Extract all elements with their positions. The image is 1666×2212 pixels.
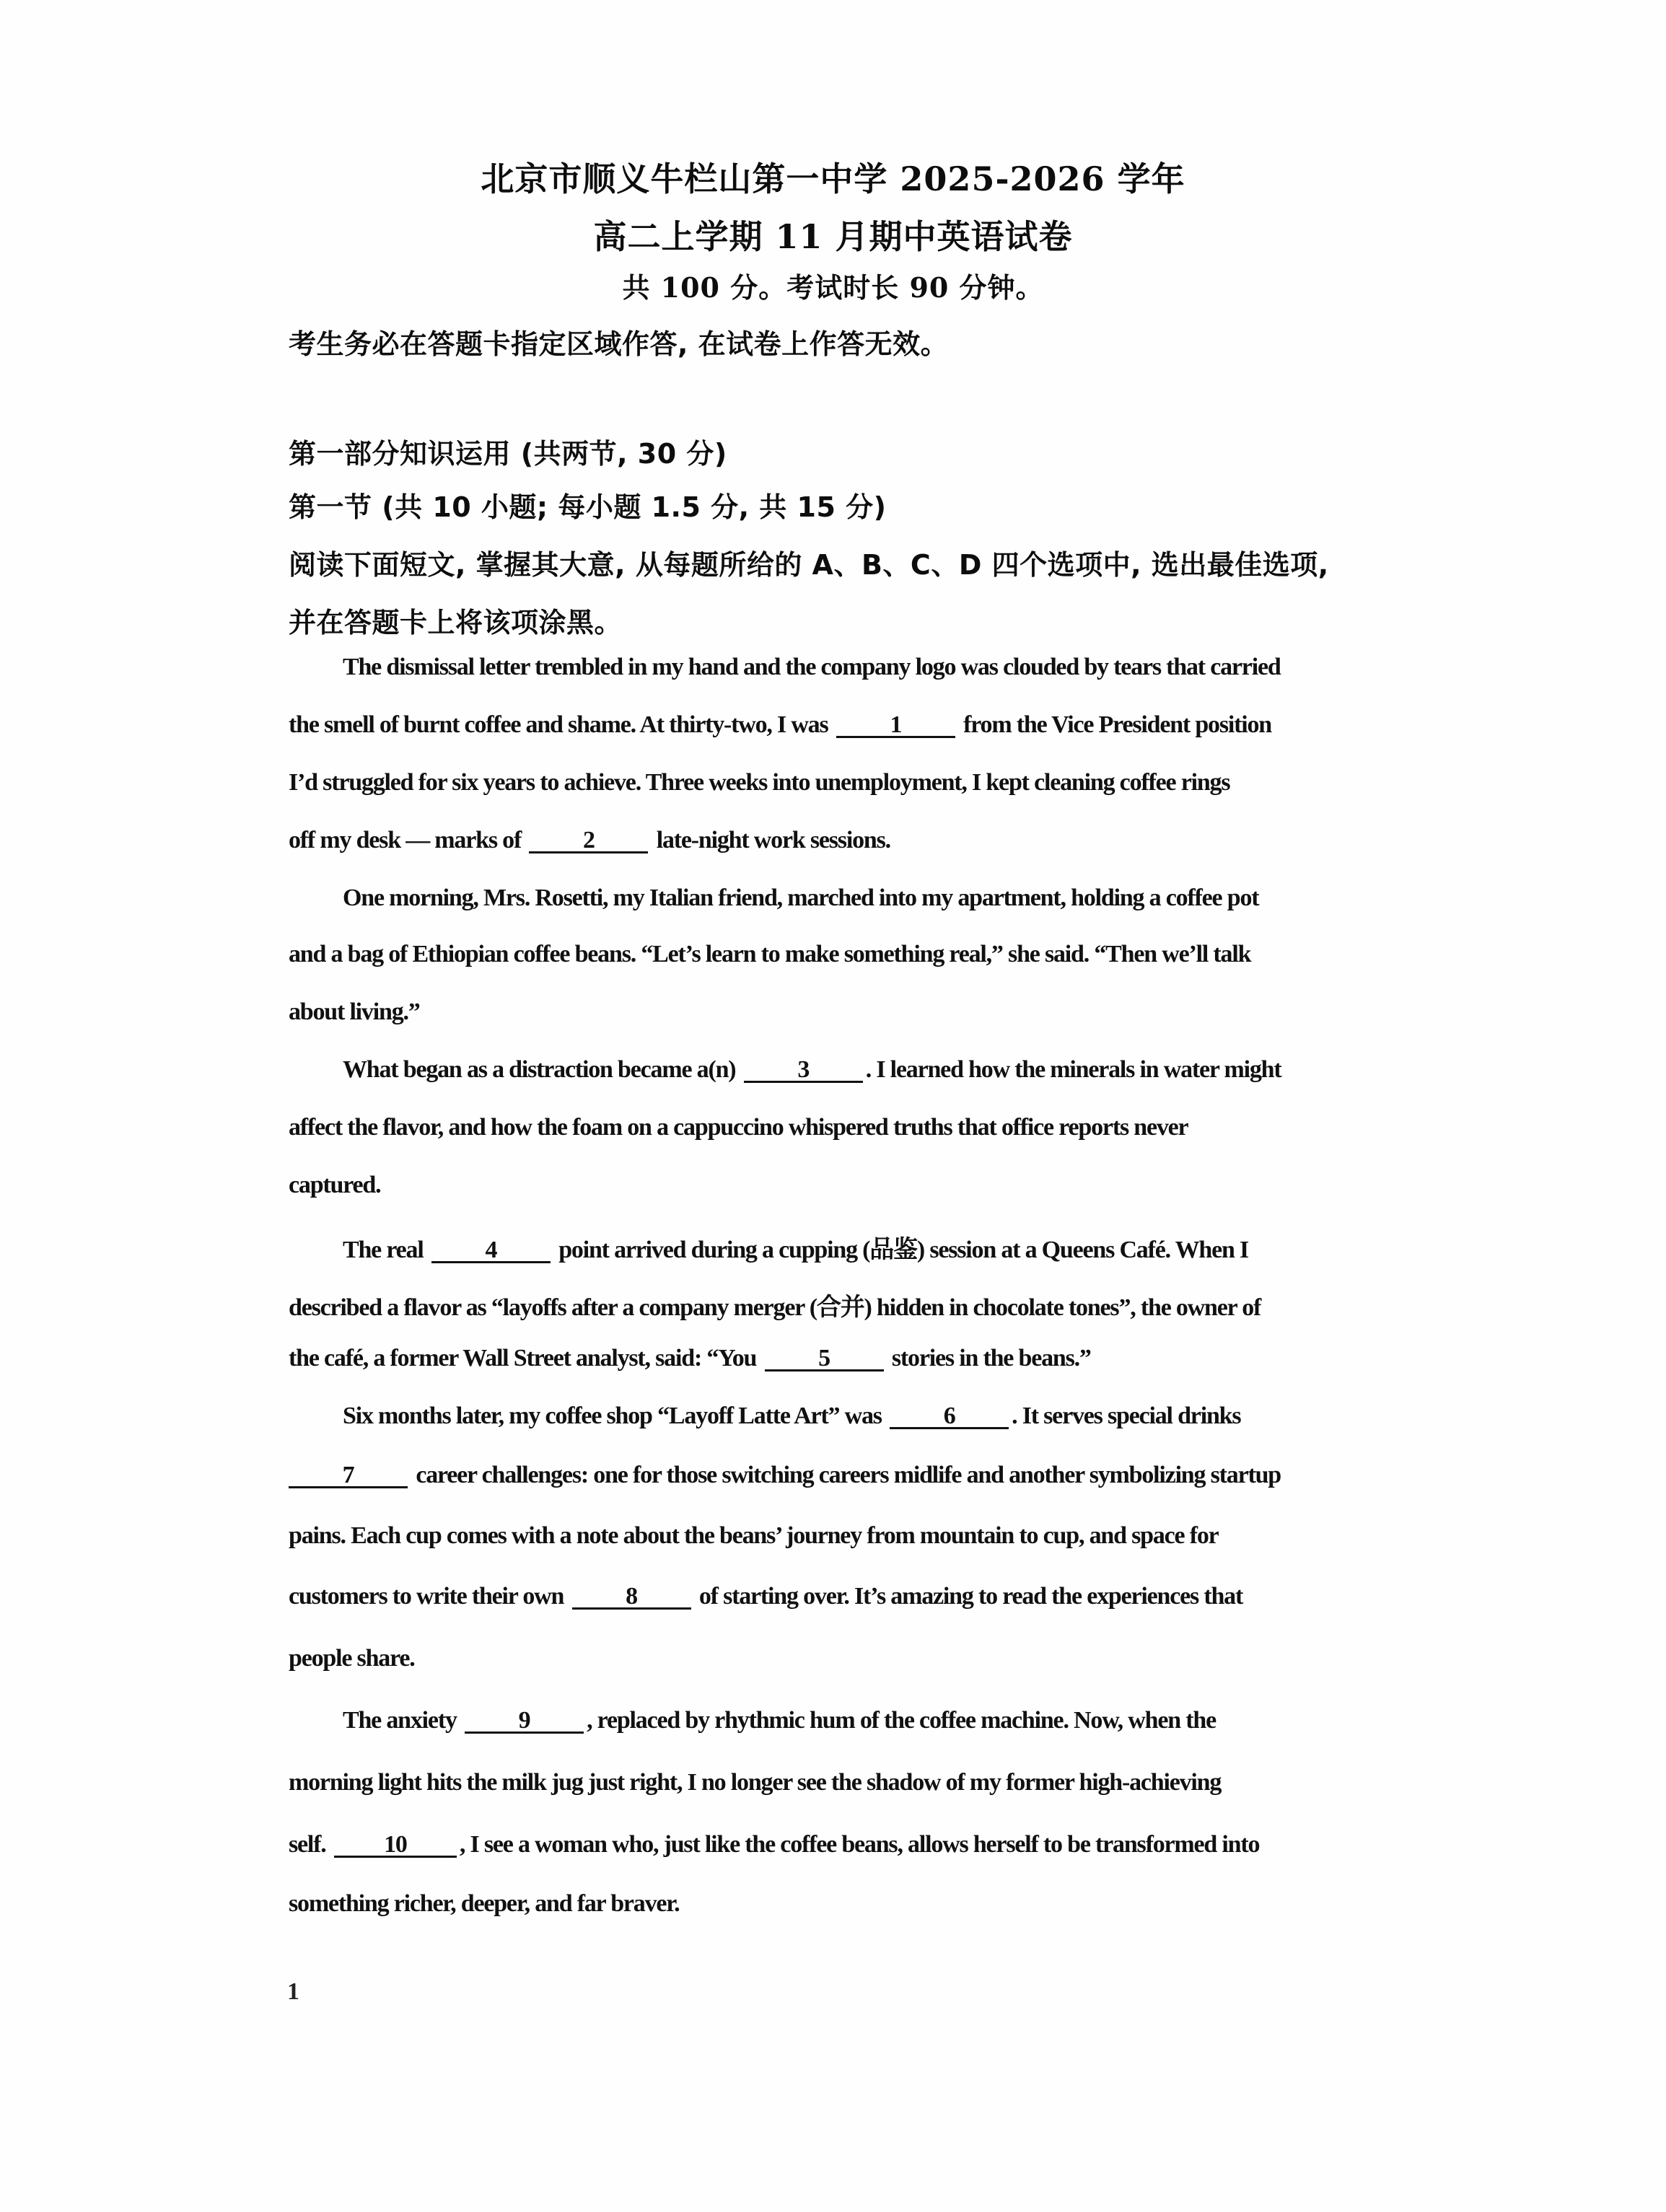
line-text: the smell of burnt coffee and shame. At thirty-two, I was bbox=[289, 711, 828, 738]
line-text: , replaced by rhythmic hum of the coffee machine. Now, when the bbox=[587, 1707, 1216, 1734]
passage-line bbox=[289, 1890, 679, 1918]
line-text: morning light hits the milk jug just right, I no longer see the shadow of my former high-achieving bbox=[289, 1769, 1222, 1796]
passage-line bbox=[289, 941, 1250, 968]
line-text: described a flavor as “layoffs after a company merger (合并) hidden in chocolate tones”, the owner of bbox=[289, 1294, 1261, 1321]
line-text: people share. bbox=[289, 1645, 415, 1672]
passage-line bbox=[289, 827, 890, 854]
line-text: What began as a distraction became a(n) bbox=[343, 1056, 736, 1083]
line-text: , I see a woman who, just like the coffee beans, allows herself to be transformed into bbox=[459, 1831, 1260, 1858]
blank-5: 5 bbox=[765, 1348, 884, 1371]
line-text: of starting over. It’s amazing to read the experiences that bbox=[698, 1583, 1243, 1610]
passage-line bbox=[343, 1707, 1216, 1734]
passage-line bbox=[289, 1172, 380, 1199]
passage-line bbox=[343, 1056, 1281, 1084]
exam-title-subject: 高二上学期 11 月期中英语试卷 bbox=[593, 217, 1073, 256]
passage-line bbox=[343, 654, 1281, 681]
passage-line bbox=[289, 711, 1271, 739]
line-text: customers to write their own bbox=[289, 1583, 564, 1610]
line-text: career challenges: one for those switching careers midlife and another symbolizing startup bbox=[416, 1462, 1281, 1488]
line-text: . It serves special drinks bbox=[1012, 1403, 1241, 1429]
exam-title-school: 北京市顺义牛栏山第一中学 2025-2026 学年 bbox=[481, 159, 1185, 198]
line-text: The real bbox=[343, 1237, 424, 1263]
passage-line bbox=[289, 1522, 1219, 1550]
passage-line bbox=[343, 885, 1258, 912]
line-text: I’d struggled for six years to achieve. Three weeks into unemployment, I kept cleaning coffee rings bbox=[289, 769, 1230, 796]
line-text: about living.” bbox=[289, 999, 420, 1025]
passage-line bbox=[289, 1831, 1259, 1858]
line-text: . I learned how the minerals in water might bbox=[865, 1056, 1281, 1083]
blank-10: 10 bbox=[334, 1834, 457, 1858]
line-text: the café, a former Wall Street analyst, said: “You bbox=[289, 1345, 757, 1371]
passage-line bbox=[289, 1345, 1091, 1372]
passage-line bbox=[289, 1287, 1261, 1322]
line-text: off my desk — marks of bbox=[289, 827, 522, 853]
answer-notice: 考生务必在答题卡指定区域作答, 在试卷上作答无效。 bbox=[289, 328, 949, 360]
line-text: something richer, deeper, and far braver. bbox=[289, 1890, 680, 1917]
blank-3: 3 bbox=[744, 1059, 863, 1083]
exam-info: 共 100 分。考试时长 90 分钟。 bbox=[622, 271, 1044, 304]
blank-8: 8 bbox=[572, 1586, 691, 1610]
blank-1: 1 bbox=[836, 714, 955, 738]
passage-line bbox=[289, 1645, 415, 1672]
passage-line bbox=[343, 1229, 1248, 1265]
passage-line bbox=[289, 1462, 1281, 1489]
line-text: The anxiety bbox=[343, 1707, 457, 1734]
line-text: affect the flavor, and how the foam on a cappuccino whispered truths that office reports never bbox=[289, 1114, 1188, 1141]
line-text: Six months later, my coffee shop “Layoff Latte Art” was bbox=[343, 1403, 882, 1429]
passage-line bbox=[289, 769, 1229, 796]
blank-6: 6 bbox=[890, 1405, 1009, 1429]
passage-line bbox=[289, 999, 420, 1026]
line-text: One morning, Mrs. Rosetti, my Italian friend, marched into my apartment, holding a coffee pot bbox=[343, 885, 1259, 911]
section-heading: 第一节 (共 10 小题; 每小题 1.5 分, 共 15 分) bbox=[289, 491, 887, 523]
line-text: pains. Each cup comes with a note about the beans’ journey from mountain to cup, and space for bbox=[289, 1522, 1219, 1549]
passage-line bbox=[289, 1583, 1242, 1610]
passage-line bbox=[343, 1403, 1240, 1430]
page-number: 1 bbox=[287, 1978, 299, 2005]
blank-7: 7 bbox=[289, 1465, 408, 1488]
part-heading: 第一部分知识运用 (共两节, 30 分) bbox=[289, 438, 727, 470]
instructions-line-1: 阅读下面短文, 掌握其大意, 从每题所给的 A、B、C、D 四个选项中, 选出最佳选项, bbox=[289, 549, 1329, 581]
line-text: from the Vice President position bbox=[963, 711, 1272, 738]
line-text: stories in the beans.” bbox=[891, 1345, 1091, 1371]
passage-line bbox=[289, 1114, 1188, 1141]
line-text: self. bbox=[289, 1831, 326, 1858]
passage-line bbox=[289, 1769, 1221, 1796]
line-text: point arrived during a cupping (品鉴) session at a Queens Café. When I bbox=[558, 1237, 1249, 1263]
blank-2: 2 bbox=[529, 830, 648, 853]
line-text: late-night work sessions. bbox=[656, 827, 890, 853]
line-text: captured. bbox=[289, 1172, 381, 1198]
blank-9: 9 bbox=[465, 1710, 584, 1734]
line-text: and a bag of Ethiopian coffee beans. “Let’s learn to make something real,” she said. “Then we’ll talk bbox=[289, 941, 1251, 967]
instructions-line-2: 并在答题卡上将该项涂黑。 bbox=[289, 607, 623, 638]
line-text: The dismissal letter trembled in my hand and the company logo was clouded by tears that carried bbox=[343, 654, 1281, 680]
blank-4: 4 bbox=[431, 1239, 551, 1263]
